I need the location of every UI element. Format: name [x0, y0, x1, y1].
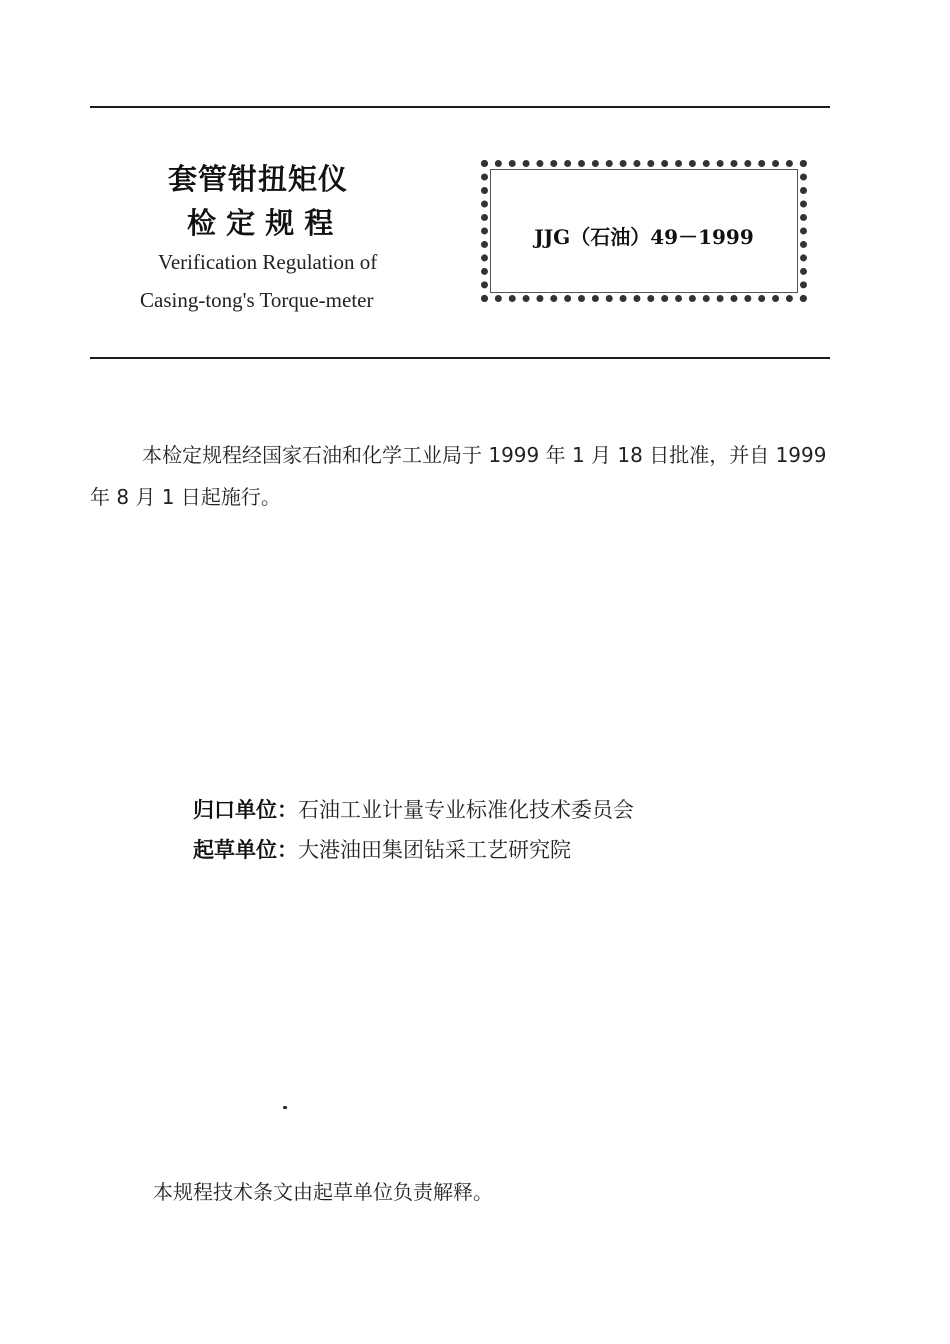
title-zh-line1: 套管钳扭矩仪 [168, 162, 349, 196]
responsible-unit-value: 石油工业计量专业标准化技术委员会 [298, 798, 634, 822]
title-en-line1: Verification Regulation of [158, 250, 378, 274]
interpretation-note: 本规程技术条文由起草单位负责解释。 [153, 1180, 493, 1204]
bottom-rule [90, 357, 830, 359]
drafting-unit-label: 起草单位： [193, 838, 298, 862]
title-zh-line2: 检 定 规 程 [187, 206, 334, 240]
scan-speck [283, 1106, 287, 1109]
drafting-unit-line [193, 834, 571, 864]
responsible-unit-label: 归口单位： [193, 798, 298, 822]
title-en-line2: Casing-tong's Torque-meter [140, 288, 374, 312]
responsible-unit-line [193, 794, 634, 824]
drafting-unit-value: 大港油田集团钻采工艺研究院 [298, 838, 571, 862]
approval-paragraph: 本检定规程经国家石油和化学工业局于 1999 年 1 月 18 日批准，并自 1999 年 8 月 1 日起施行。 [90, 443, 827, 509]
standard-code: JJG（石油）49－1999 [534, 225, 754, 249]
top-rule [90, 106, 830, 108]
standard-code-frame [481, 160, 807, 302]
